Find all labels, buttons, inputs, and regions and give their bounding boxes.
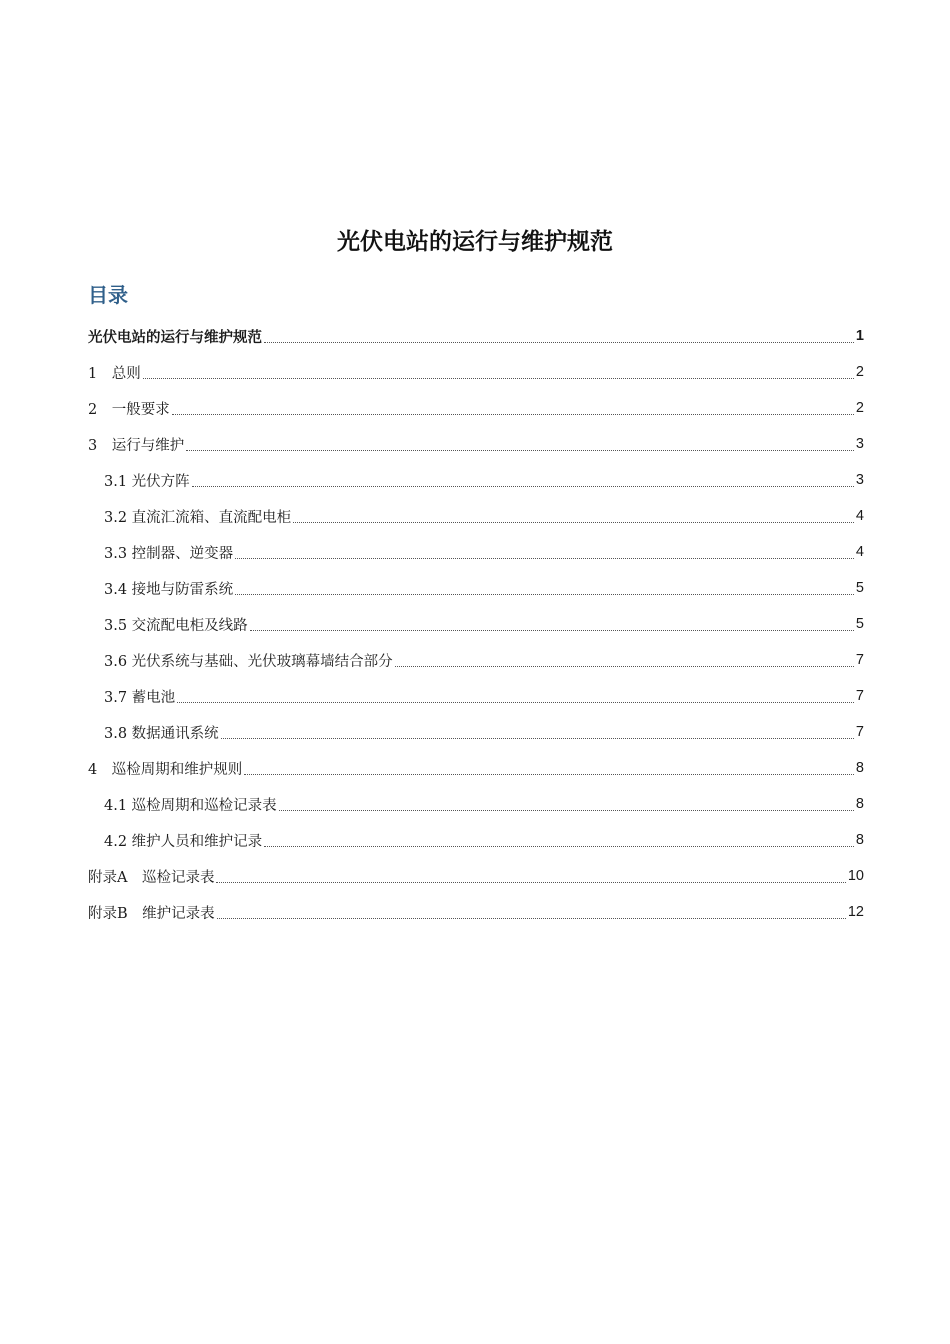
toc-page-number: 3 (855, 472, 864, 488)
toc-entry-title: 3.1 光伏方阵 (104, 473, 190, 490)
toc-entry-title: 4.2 维护人员和维护记录 (104, 833, 263, 850)
toc-entry[interactable] (88, 390, 864, 426)
toc-page-number: 4 (855, 544, 864, 560)
toc-entry[interactable] (88, 498, 864, 534)
toc-entry-title: 3.5 交流配电柜及线路 (104, 617, 248, 634)
toc-entry-title: 3.2 直流汇流箱、直流配电柜 (104, 509, 292, 526)
toc-dot-leader (264, 845, 854, 847)
toc-page-number: 5 (855, 616, 864, 632)
toc-dot-leader (221, 737, 854, 739)
toc-dot-leader (177, 701, 854, 703)
toc-dot-leader (250, 629, 854, 631)
toc-page-number: 1 (855, 328, 864, 344)
toc-entry-title: 4 巡检周期和维护规则 (88, 761, 243, 778)
toc-page-number: 10 (847, 868, 864, 884)
toc-page-number: 7 (855, 652, 864, 668)
toc-dot-leader (192, 485, 854, 487)
toc-entry-title: 2 一般要求 (88, 401, 170, 418)
toc-page-number: 2 (855, 364, 864, 380)
toc-entry[interactable] (88, 750, 864, 786)
toc-entry[interactable] (88, 822, 864, 858)
toc-entry[interactable] (88, 678, 864, 714)
toc-entry-title: 4.1 巡检周期和巡检记录表 (104, 797, 277, 814)
toc-dot-leader (143, 377, 854, 379)
toc-page-number: 8 (855, 796, 864, 812)
toc-dot-leader (395, 665, 854, 667)
toc-entry-title: 光伏电站的运行与维护规范 (88, 329, 262, 346)
toc-page-number: 3 (855, 436, 864, 452)
toc-entry[interactable] (88, 858, 864, 894)
toc-heading: 目录 (88, 283, 128, 307)
toc-entry[interactable] (88, 894, 864, 930)
toc-page-number: 4 (855, 508, 864, 524)
toc-entry-title: 3.7 蓄电池 (104, 689, 176, 706)
toc-entry-title: 3.6 光伏系统与基础、光伏玻璃幕墙结合部分 (104, 653, 393, 670)
toc-page-number: 8 (855, 760, 864, 776)
toc-entry[interactable] (88, 534, 864, 570)
toc-dot-leader (186, 449, 854, 451)
toc-dot-leader (235, 593, 854, 595)
toc-entry-title: 3 运行与维护 (88, 437, 185, 454)
document-title: 光伏电站的运行与维护规范 (337, 229, 613, 255)
toc-entry[interactable] (88, 426, 864, 462)
toc-dot-leader (216, 881, 845, 883)
toc-page-number: 12 (847, 904, 864, 920)
toc-dot-leader (235, 557, 854, 559)
toc-entry[interactable] (88, 318, 864, 354)
toc-page-number: 7 (855, 688, 864, 704)
toc-entry-title: 1 总则 (88, 365, 141, 382)
toc-entry[interactable] (88, 606, 864, 642)
toc-dot-leader (244, 773, 854, 775)
toc-dot-leader (264, 341, 854, 343)
toc-entry-title: 附录B 维护记录表 (88, 905, 215, 922)
toc-entry[interactable] (88, 714, 864, 750)
toc-entry-title: 3.4 接地与防雷系统 (104, 581, 234, 598)
toc-entry[interactable] (88, 642, 864, 678)
toc-entry[interactable] (88, 570, 864, 606)
toc-dot-leader (279, 809, 854, 811)
toc-entry[interactable] (88, 462, 864, 498)
toc-page-number: 2 (855, 400, 864, 416)
toc-entry-title: 3.8 数据通讯系统 (104, 725, 219, 742)
toc-entry[interactable] (88, 786, 864, 822)
toc-page-number: 8 (855, 832, 864, 848)
toc-dot-leader (217, 917, 846, 919)
toc-page-number: 5 (855, 580, 864, 596)
toc-dot-leader (293, 521, 854, 523)
toc-dot-leader (172, 413, 854, 415)
toc-entry[interactable] (88, 354, 864, 390)
toc-page-number: 7 (855, 724, 864, 740)
table-of-contents (88, 318, 864, 930)
toc-entry-title: 附录A 巡检记录表 (88, 869, 215, 886)
toc-entry-title: 3.3 控制器、逆变器 (104, 545, 234, 562)
